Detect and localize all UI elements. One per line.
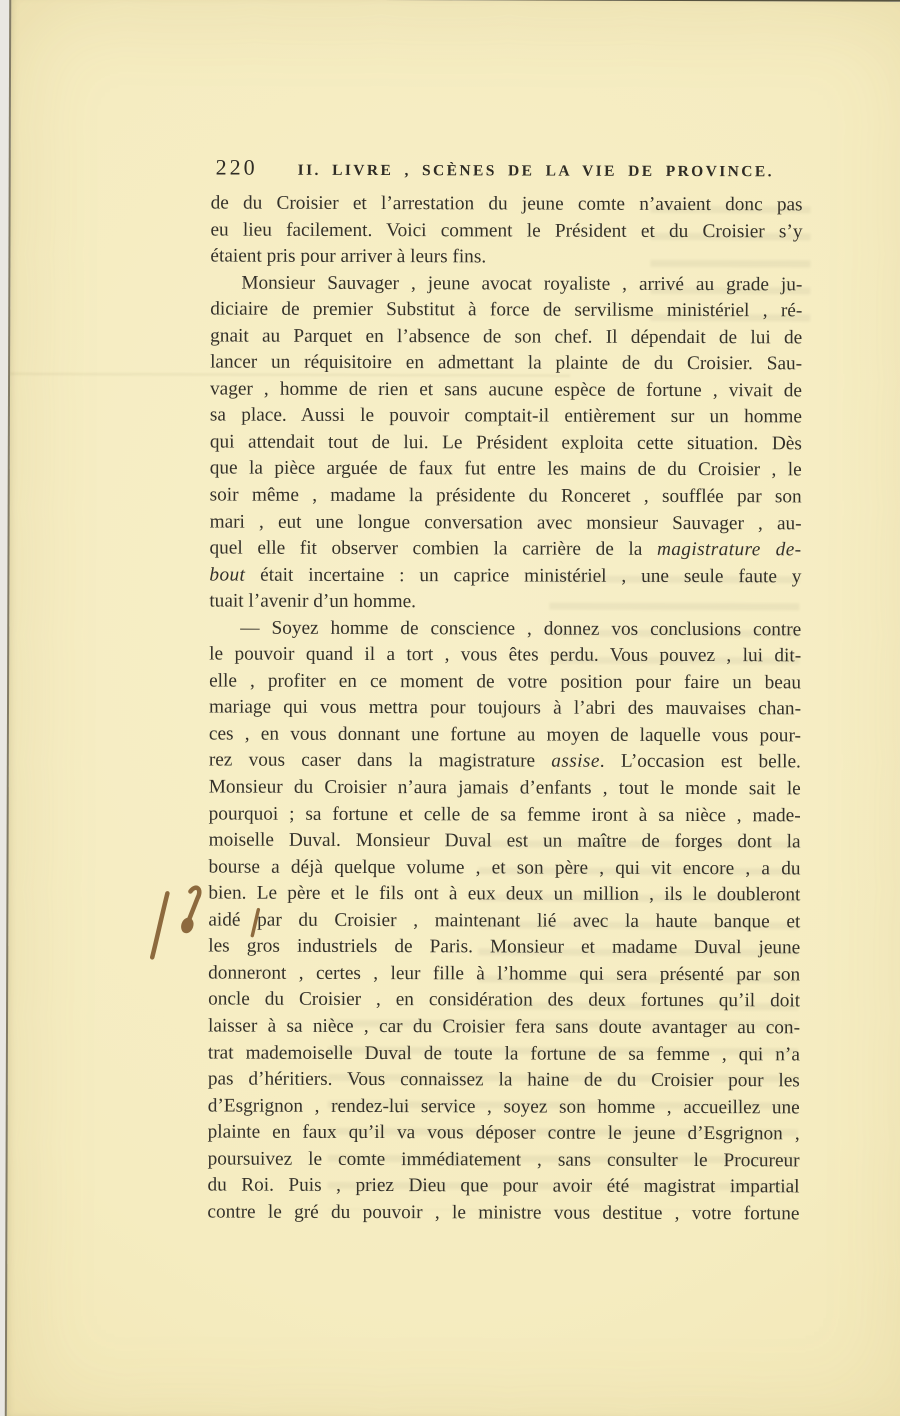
text-line: qui attendait tout de lui. Le Président exploita cette situation. Dès bbox=[209, 431, 802, 455]
inline-ink-slash-icon bbox=[248, 908, 262, 938]
text-line: oncle du Croisier , en considération des deux fortunes qu’il doit bbox=[208, 988, 801, 1012]
running-title: II. LIVRE , SCÈNES DE LA VIE DE PROVINCE. bbox=[297, 161, 774, 181]
text-line: elle , profiter en ce moment de votre position pour faire un beau bbox=[209, 670, 802, 694]
text-line: ces , en vous donnant une fortune au moyen de laquelle vous pour- bbox=[208, 723, 801, 747]
text-line: étaient pris pour arriver à leurs fins. bbox=[210, 245, 487, 268]
text-line: trat mademoiselle Duval de toute la fortune de sa femme , qui n’a bbox=[207, 1041, 800, 1065]
text-line: bien. Le père et le fils ont à eux deux un million , ils le doubleront bbox=[208, 882, 801, 906]
text-line: tuait l’avenir d’un homme. bbox=[209, 590, 417, 613]
text-line: rez vous caser dans la magistrature assise. L’occasion est belle. bbox=[208, 749, 801, 773]
page-number: 220 bbox=[215, 154, 258, 180]
handwritten-margin-mark-icon bbox=[138, 881, 216, 973]
text-line: diciaire de premier Substitut à force de servilisme ministériel , ré- bbox=[210, 298, 803, 322]
text-line: pas d’héritiers. Vous connaissez la haine de du Croisier pour les bbox=[207, 1068, 800, 1092]
text-line: lancer un réquisitoire en admettant la plainte de du Croisier. Sau- bbox=[210, 351, 803, 375]
text-line: aidé par du Croisier , maintenant lié avec la haute banque et bbox=[208, 909, 801, 933]
text-line: moiselle Duval. Monsieur Duval est un maître de forges dont la bbox=[208, 829, 801, 853]
page-header bbox=[216, 155, 806, 183]
text-line: Monsieur Sauvager , jeune avocat royaliste , arrivé au grade ju- bbox=[241, 272, 803, 295]
text-line: le pouvoir quand il a tort , vous êtes perdu. Vous pouvez , lui dit- bbox=[209, 643, 802, 667]
text-line: mari , eut une longue conversation avec monsieur Sauvager , au- bbox=[209, 511, 802, 534]
text-line: bout était incertaine : un caprice ministériel , une seule faute y bbox=[209, 564, 802, 588]
text-line: poursuivez le comte immédiatement , sans consulter le Procureur bbox=[207, 1148, 800, 1172]
text-line: sa place. Aussi le pouvoir comptait-il entièrement sur un homme bbox=[209, 404, 802, 428]
text-line: de du Croisier et l’arrestation du jeune comte n’avaient donc pas bbox=[210, 192, 803, 216]
text-line: pourquoi ; sa fortune et celle de sa femme iront à sa nièce , made- bbox=[208, 803, 801, 826]
text-line: d’Esgrignon , rendez-lui service , soyez son homme , accueillez une bbox=[207, 1095, 800, 1118]
text-line: plainte en faux qu’il va vous déposer contre le jeune d’Esgrignon , bbox=[207, 1121, 800, 1145]
text-line: vager , homme de rien et sans aucune espèce de fortune , vivait de bbox=[209, 378, 803, 402]
text-line: que la pièce arguée de faux fut entre les mains de du Croisier , le bbox=[209, 457, 802, 481]
text-line: gnait au Parquet en l’absence de son chef. Il dépendait de lui de bbox=[210, 325, 803, 349]
text-line: les gros industriels de Paris. Monsieur et madame Duval jeune bbox=[208, 935, 801, 959]
text-line: quel elle fit observer combien la carrière de la magistrature de- bbox=[209, 537, 802, 561]
text-block bbox=[207, 190, 802, 1227]
text-line: mariage qui vous mettra pour toujours à l’abri des mauvaises chan- bbox=[208, 696, 802, 720]
text-line: — Soyez homme de conscience , donnez vos conclusions contre bbox=[240, 617, 802, 641]
text-line: laisser à sa nièce , car du Croisier fera sans doute avantager au con- bbox=[207, 1015, 801, 1039]
text-line: Monsieur du Croisier n’aura jamais d’enfants , tout le monde sait le bbox=[208, 776, 801, 800]
text-line: donneront , certes , leur fille à l’homme qui sera présenté par son bbox=[208, 962, 801, 986]
text-line: soir même , madame la présidente du Ronceret , soufflée par son bbox=[209, 484, 802, 508]
text-line: bourse a déjà quelque volume , et son père , qui vit encore , a du bbox=[208, 856, 801, 880]
text-line: eu lieu facilement. Voici comment le Président et du Croisier s’y bbox=[210, 219, 803, 242]
text-line: du Roi. Puis , priez Dieu que pour avoir été magistrat impartial bbox=[207, 1174, 800, 1198]
text-line: contre le gré du pouvoir , le ministre vous destitue , votre fortune bbox=[207, 1201, 800, 1225]
paper-sheet bbox=[5, 0, 900, 1416]
